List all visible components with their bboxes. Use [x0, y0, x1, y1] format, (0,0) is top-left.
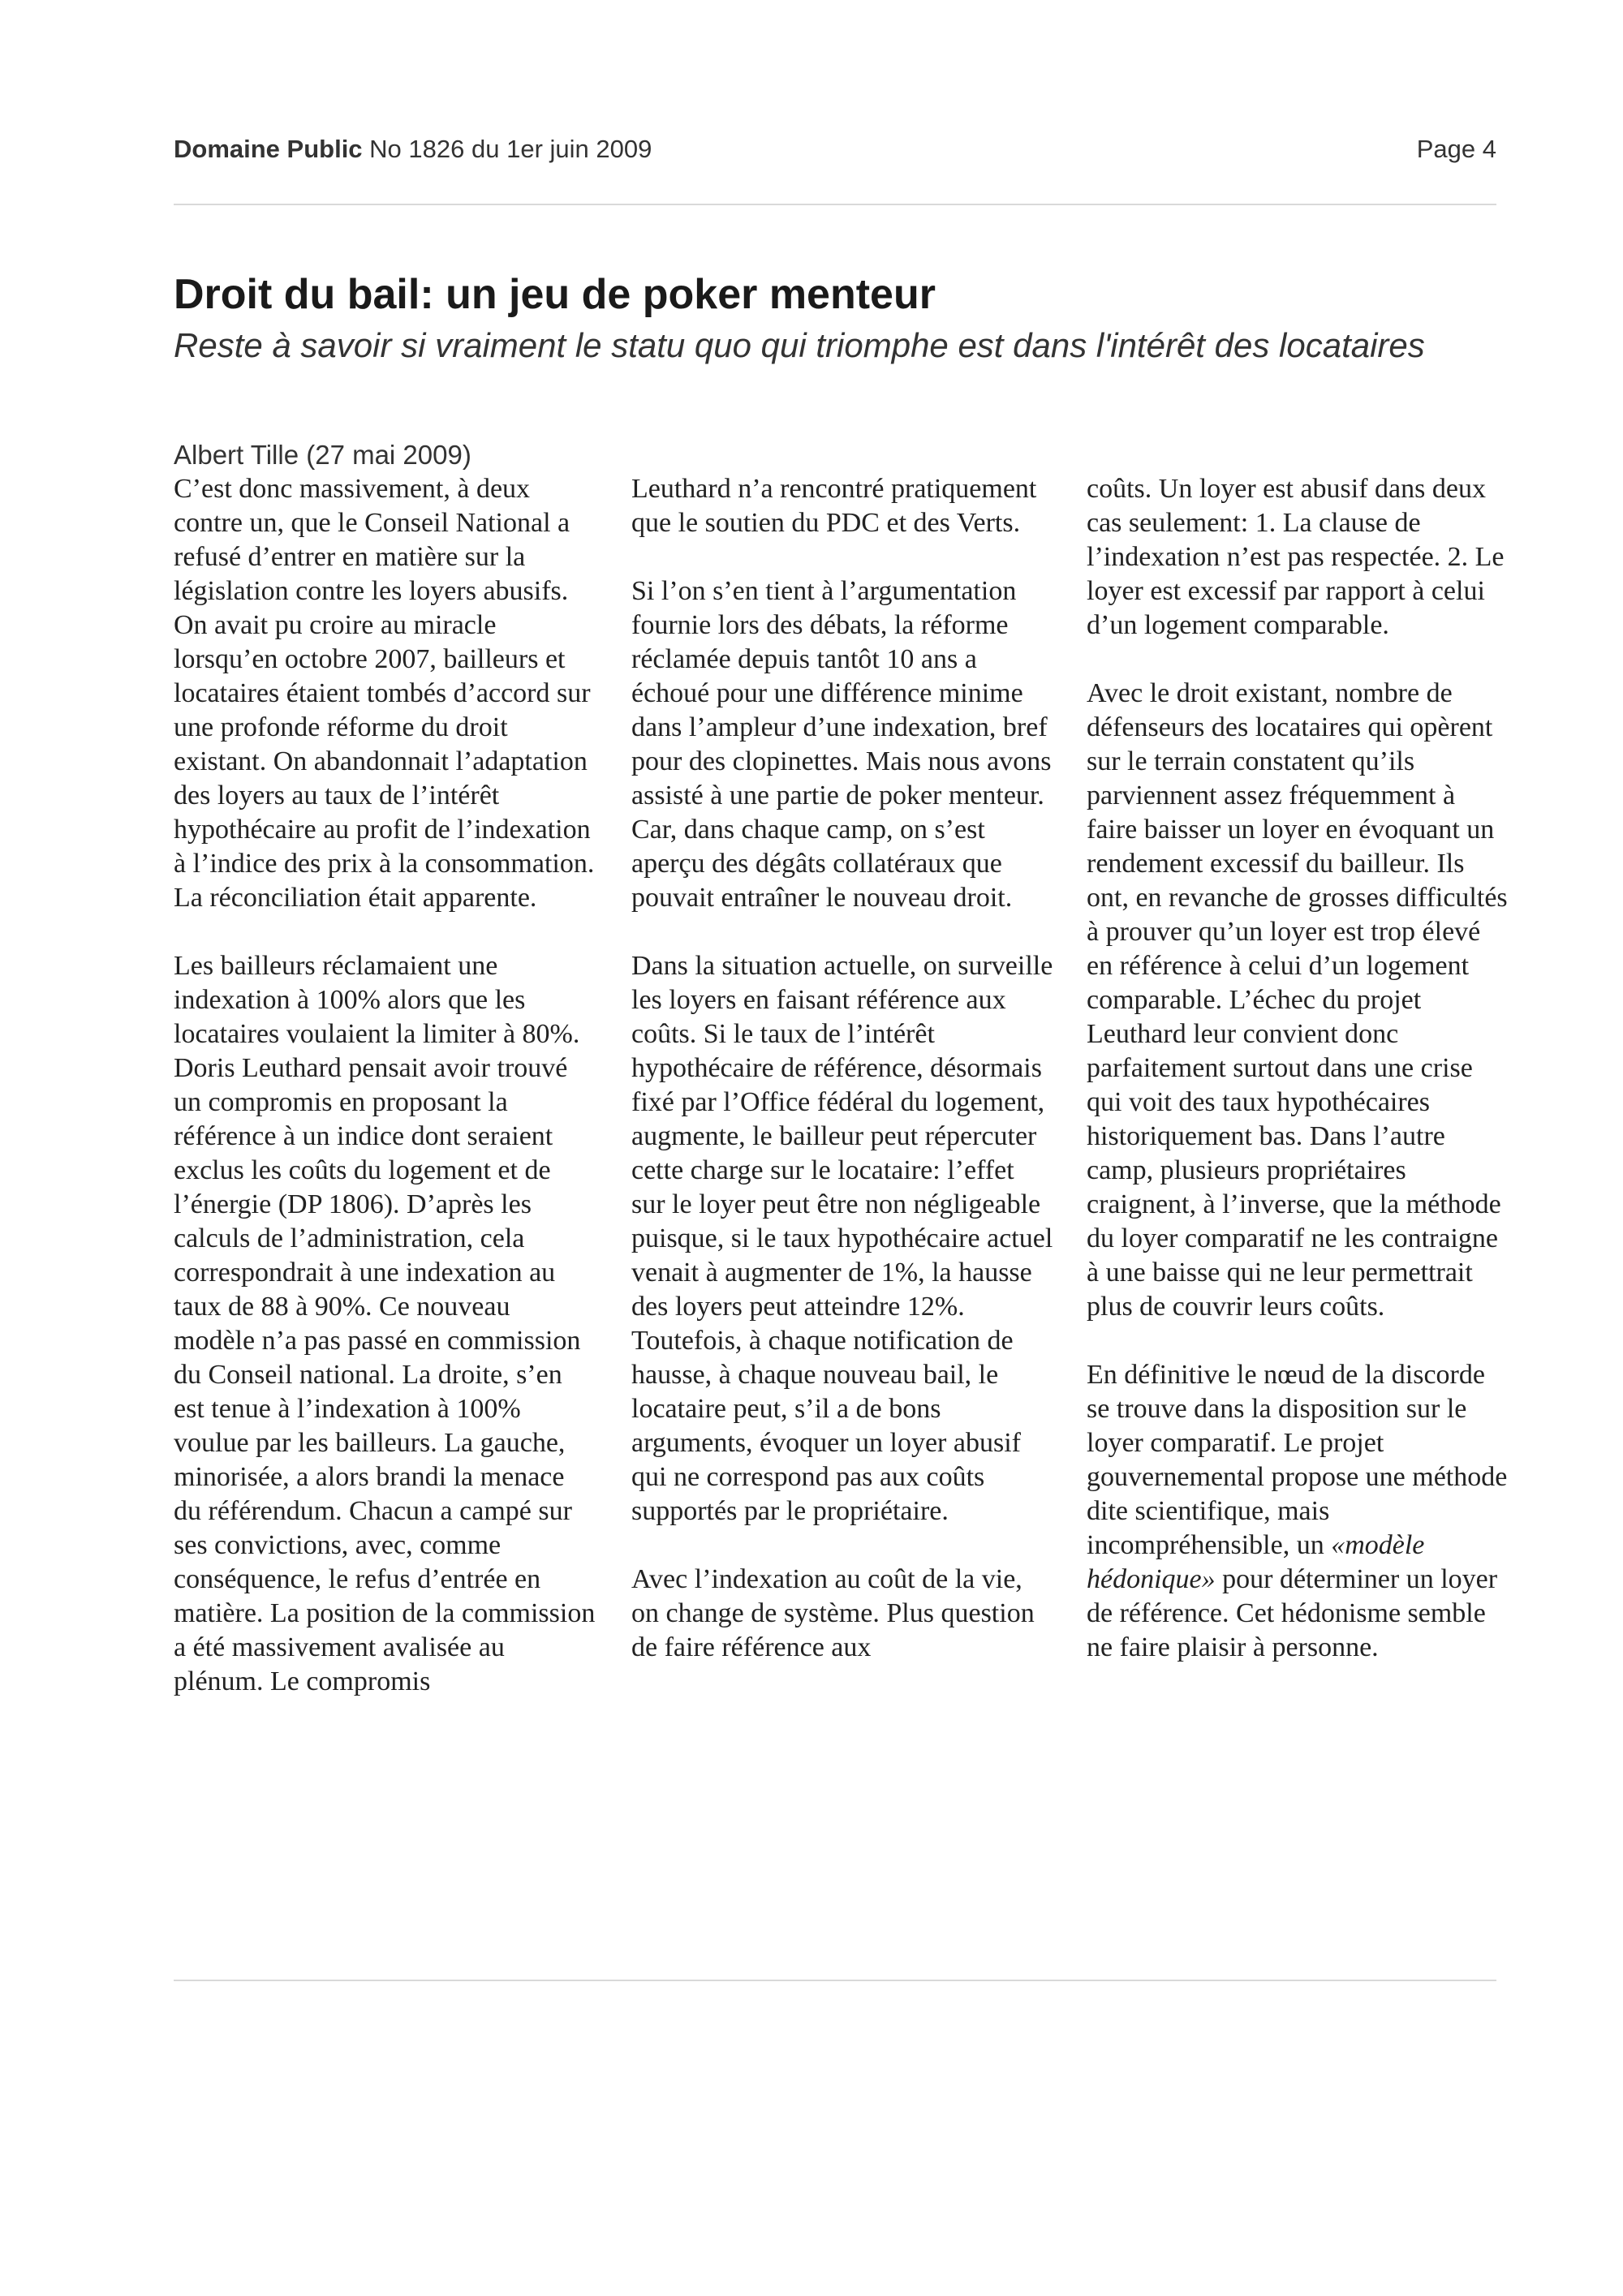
- issue-info: No 1826 du 1er juin 2009: [369, 135, 652, 163]
- article-title: Droit du bail: un jeu de poker menteur: [174, 271, 936, 318]
- paragraph-text: En définitive le nœud de la discorde se trouve dans la disposition sur le loyer comparatif. Le projet gouvernemental propose une méthode dite scientifique, mais incompréhensible, un: [1087, 1360, 1508, 1560]
- paragraph: Leuthard n’a rencontré pratiquement que le soutien du PDC et des Verts.: [631, 474, 1037, 538]
- paragraph-text: pour déterminer un loyer de référence. Cet hédonisme semble ne faire plaisir à personne.: [1087, 1564, 1498, 1662]
- paragraph-final: [1087, 1358, 1509, 1665]
- paragraph: coûts. Un loyer est abusif dans deux cas seulement: 1. La clause de l’indexation n’est pas respectée. 2. Le loyer est excessif par rapport à celui d’un logement comparable.: [1087, 474, 1505, 640]
- paragraph: Avec le droit existant, nombre de défenseurs des locataires qui opèrent sur le terrain constatent qu’ils parviennent assez fréquemment à faire baisser un loyer en évoquant un rendement excessif du bailleur. Ils ont, en revanche de grosses difficultés à prouver qu’un loyer est trop élevé en référence à celui d’un logement comparable. L’échec du projet Leuthard leur convient donc parfaitement surtout dans une crise qui voit des taux hypothécaires historiquement bas. Dans l’autre camp, plusieurs propriétaires craignent, à l’inverse, que la méthode du loyer comparatif ne les contraigne à une baisse qui ne leur permettrait plus de couvrir leurs coûts.: [1087, 678, 1508, 1322]
- paragraph: Si l’on s’en tient à l’argumentation fournie lors des débats, la réforme réclamée depuis tantôt 10 ans a échoué pour une différence minime dans l’ampleur d’une indexation, bref pour des clopinettes. Mais nous avons assisté à une partie de poker menteur. Car, dans chaque camp, on s’est aperçu des dégâts collatéraux que pouvait entraîner le nouveau droit.: [631, 576, 1052, 913]
- header-divider: [174, 204, 1496, 205]
- emphasis-text: «modèle hédonique»: [1087, 1530, 1425, 1594]
- article-column-3: [1087, 472, 1509, 1665]
- paragraph: Les bailleurs réclamaient une indexation à 100% alors que les locataires voulaient la limiter à 80%. Doris Leuthard pensait avoir trouvé un compromis en proposant la référence à un indice dont seraient exclus les coûts du logement et de l’énergie (DP 1806). D’après les calculs de l’administration, cela correspondrait à une indexation au taux de 88 à 90%. Ce nouveau modèle n’a pas passé en commission du Conseil national. La droite, s’en est tenue à l’indexation à 100% voulue par les bailleurs. La gauche, minorisée, a alors brandi la menace du référendum. Chacun a campé sur ses convictions, avec, comme conséquence, le refus d’entrée en matière. La position de la commission a été massivement avalisée au plénum. Le compromis: [174, 951, 596, 1696]
- footer-divider: [174, 1980, 1496, 1981]
- paragraph: Dans la situation actuelle, on surveille les loyers en faisant référence aux coûts. Si le taux de l’intérêt hypothécaire de référence, désormais fixé par l’Office fédéral du logement, augmente, le bailleur peut répercuter cette charge sur le locataire: l’effet sur le loyer peut être non négligeable puisque, si le taux hypothécaire actuel venait à augmenter de 1%, la hausse des loyers peut atteindre 12%. Toutefois, à chaque notification de hausse, à chaque nouveau bail, le locataire peut, s’il a de bons arguments, évoquer un loyer abusif qui ne correspond pas aux coûts supportés par le propriétaire.: [631, 951, 1053, 1526]
- paragraph: C’est donc massivement, à deux contre un, que le Conseil National a refusé d’entrer en matière sur la législation contre les loyers abusifs. On avait pu croire au miracle lorsqu’en octobre 2007, bailleurs et locataires étaient tombés d’accord sur une profonde réforme du droit existant. On abandonnait l’adaptation des loyers au taux de l’intérêt hypothécaire au profit de l’indexation à l’indice des prix à la consommation. La réconciliation était apparente.: [174, 474, 595, 913]
- article-column-1: [174, 472, 596, 1699]
- article-column-2: [631, 472, 1053, 1665]
- article-subtitle: Reste à savoir si vraiment le statu quo qui triomphe est dans l'intérêt des locataires: [174, 326, 1425, 364]
- paragraph: Avec l’indexation au coût de la vie, on change de système. Plus question de faire référence aux: [631, 1564, 1035, 1662]
- article-byline: Albert Tille (27 mai 2009): [174, 440, 471, 470]
- page-number: Page 4: [1416, 135, 1496, 163]
- publication-name: Domaine Public: [174, 135, 363, 163]
- page-header: [174, 135, 1496, 167]
